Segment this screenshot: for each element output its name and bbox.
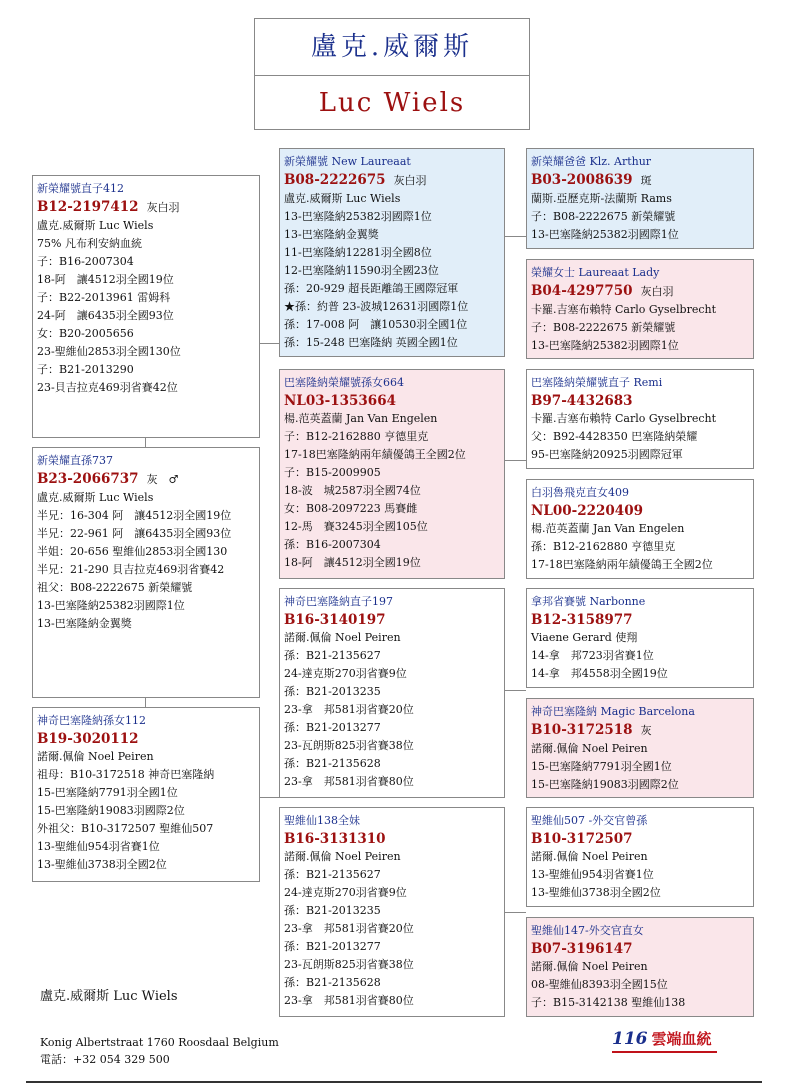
gg-line: 諾爾.佩倫 Noel Peiren [531, 850, 648, 863]
pigeon-box [32, 175, 260, 438]
connector [504, 460, 526, 461]
dam-sire-line: 諾爾.佩倫 Noel Peiren [284, 631, 401, 644]
gg-header: 神奇巴塞隆納 Magic Barcelona [531, 705, 695, 718]
sire-dam-box [279, 369, 505, 579]
gg-line: 15-巴塞隆納7791羽全國1位 [531, 760, 672, 773]
gg-box-7 [526, 807, 754, 907]
dam-left-line: 祖母：B10-3172518 神奇巴塞隆納 [37, 768, 215, 781]
gg-ring: B07-3196147 [531, 941, 633, 957]
sibling-line: 祖父：B08-2222675 新榮耀號 [37, 581, 193, 594]
sire-header: 新榮耀號 New Laureaat [284, 155, 411, 168]
gg-ring: B04-4297750 灰白羽 [531, 283, 674, 299]
sire-ring: B08-2222675 灰白羽 [284, 172, 427, 188]
connector [504, 912, 526, 913]
gg-header: 白羽魯飛克直女409 [531, 486, 629, 499]
pigeon-color: 灰白羽 [146, 201, 180, 214]
gg-box-3 [526, 369, 754, 469]
sibling-color: 灰 ♂ [146, 473, 179, 486]
connector [145, 437, 146, 447]
pigeon-line: 女：B20-2005656 [37, 327, 134, 340]
sire-box [279, 148, 505, 357]
gg-ring: B12-3158977 [531, 612, 633, 628]
dam-left-line: 13-聖維仙954羽省賽1位 [37, 840, 160, 853]
sire-line: 盧克.威爾斯 Luc Wiels [284, 192, 401, 205]
pigeon-line: 子：B21-2013290 [37, 363, 134, 376]
gg-header: 聖維仙147-外交官直女 [531, 924, 644, 937]
dam-left-line: 15-巴塞隆納19083羽國際2位 [37, 804, 185, 817]
dam-left-box [32, 707, 260, 882]
gg-ring: B03-2008639 斑 [531, 172, 652, 188]
gg-line: 卡羅.吉塞布賴特 Carlo Gyselbrecht [531, 303, 717, 316]
gg-line: 子：B15-3142138 聖維仙138 [531, 996, 686, 1009]
dam-dam-line: 23-瓦朗斯825羽省賽38位 [284, 958, 414, 971]
sire-dam-line: 子：B12-2162880 亨德里克 [284, 430, 429, 443]
sire-line: 孫：20-929 超長距離鴿王國際冠軍 [284, 282, 459, 295]
dam-sire-box [279, 588, 505, 798]
sire-dam-line: 孫：B16-2007304 [284, 538, 381, 551]
dam-sire-line: 23-拿 邦581羽省賽20位 [284, 703, 414, 716]
gg-ring: B97-4432683 [531, 393, 633, 409]
sire-dam-line: 12-馬 賽3245羽全國105位 [284, 520, 428, 533]
gg-box-6 [526, 698, 754, 798]
dam-sire-line: 孫：B21-2135627 [284, 649, 381, 662]
gg-line: 14-拿 邦4558羽全國19位 [531, 667, 668, 680]
gg-line: 13-巴塞隆納25382羽國際1位 [531, 339, 679, 352]
sibling-line: 半姐：20-656 聖維仙2853羽全國130 [37, 545, 228, 558]
gg-ring: B10-3172518 灰 [531, 722, 652, 738]
brand-logo[interactable] [612, 1028, 712, 1049]
gg-line: 15-巴塞隆納19083羽國際2位 [531, 778, 679, 791]
sibling-line: 半兄：22-961 阿 讓6435羽全國93位 [37, 527, 232, 540]
dam-dam-line: 23-拿 邦581羽省賽20位 [284, 922, 414, 935]
dam-sire-line: 孫：B21-2013277 [284, 721, 381, 734]
gg-line: Viaene Gerard 使翔 [531, 631, 638, 644]
owner-title-chinese: 盧克.威爾斯 [255, 19, 529, 76]
gg-box-4 [526, 479, 754, 579]
pigeon-header: 新榮耀號直子412 [37, 182, 124, 195]
gg-header: 聖維仙507 -外交官曾孫 [531, 814, 648, 827]
sibling-header: 新榮耀直孫737 [37, 454, 113, 467]
title-box [254, 18, 530, 130]
gg-line: 孫：B12-2162880 亨德里克 [531, 540, 676, 553]
gg-line: 13-巴塞隆納25382羽國際1位 [531, 228, 679, 241]
pigeon-line: 75% 凡布利安納血統 [37, 237, 142, 250]
pigeon-line: 子：B22-2013961 雷姆科 [37, 291, 171, 304]
logo-number: 116 [612, 1029, 648, 1049]
dam-dam-line: 孫：B21-2013235 [284, 904, 381, 917]
gg-line: 諾爾.佩倫 Noel Peiren [531, 742, 648, 755]
dam-dam-line: 諾爾.佩倫 Noel Peiren [284, 850, 401, 863]
dam-sire-line: 23-瓦朗斯825羽省賽38位 [284, 739, 414, 752]
dam-left-line: 15-巴塞隆納7791羽全國1位 [37, 786, 178, 799]
sibling-line: 盧克.威爾斯 Luc Wiels [37, 491, 154, 504]
gg-color: 斑 [640, 174, 652, 187]
gg-line: 蘭斯.亞歷克斯-法蘭斯 Rams [531, 192, 672, 205]
gg-line: 子：B08-2222675 新榮耀號 [531, 321, 676, 334]
gg-line: 13-聖維仙954羽省賽1位 [531, 868, 654, 881]
sire-dam-header: 巴塞隆納榮耀號孫女664 [284, 376, 404, 389]
dam-sire-line: 24-達克斯270羽省賽9位 [284, 667, 407, 680]
bottom-rule [26, 1081, 762, 1083]
gg-ring: NL00-2220409 [531, 503, 643, 519]
sire-dam-ring: NL03-1353664 [284, 393, 396, 409]
pigeon-line: 子：B16-2007304 [37, 255, 134, 268]
dam-sire-line: 孫：B21-2013235 [284, 685, 381, 698]
gg-header: 榮耀女士 Laureaat Lady [531, 266, 660, 279]
gg-header: 拿邦省賽號 Narbonne [531, 595, 646, 608]
dam-dam-line: 孫：B21-2135627 [284, 868, 381, 881]
sire-line: 13-巴塞隆納金翼獎 [284, 228, 379, 241]
gg-line: 諾爾.佩倫 Noel Peiren [531, 960, 648, 973]
sire-dam-line: 女：B08-2097223 馬賽雌 [284, 502, 418, 515]
gg-line: 卡羅.吉塞布賴特 Carlo Gyselbrecht [531, 412, 717, 425]
gg-line: 95-巴塞隆納20925羽國際冠軍 [531, 448, 683, 461]
connector [504, 236, 526, 237]
sire-line: 12-巴塞隆納11590羽全國23位 [284, 264, 439, 277]
sibling-ring: B23-2066737 灰 ♂ [37, 471, 179, 487]
gg-ring: B10-3172507 [531, 831, 633, 847]
logo-text: 雲端血統 [651, 1030, 712, 1048]
sibling-line: 半兄：16-304 阿 讓4512羽全國19位 [37, 509, 232, 522]
sire-dam-line: 17-18巴塞隆納兩年績優鴿王全國2位 [284, 448, 466, 461]
sibling-line: 半兄：21-290 貝吉拉克469羽省賽42 [37, 563, 225, 576]
pigeon-line: 24-阿 讓6435羽全國93位 [37, 309, 174, 322]
dam-left-line: 諾爾.佩倫 Noel Peiren [37, 750, 154, 763]
gg-box-5 [526, 588, 754, 688]
sibling-line: 13-巴塞隆納25382羽國際1位 [37, 599, 185, 612]
dam-dam-header: 聖維仙138全妹 [284, 814, 360, 827]
connector [259, 797, 280, 798]
pigeon-line: 23-聖維仙2853羽全國130位 [37, 345, 181, 358]
sire-dam-line: 子：B15-2009905 [284, 466, 381, 479]
dam-sire-header: 神奇巴塞隆納直子197 [284, 595, 393, 608]
sibling-line: 13-巴塞隆納金翼獎 [37, 617, 132, 630]
gg-color: 灰白羽 [640, 285, 674, 298]
pigeon-line: 盧克.威爾斯 Luc Wiels [37, 219, 154, 232]
phone: 電話：+32 054 329 500 [40, 1053, 170, 1066]
gg-box-1 [526, 148, 754, 249]
dam-sire-line: 孫：B21-2135628 [284, 757, 381, 770]
sire-line: 孫：17-008 阿 讓10530羽全國1位 [284, 318, 468, 331]
connector [259, 343, 280, 344]
gg-line: 楊.范英蓋蘭 Jan Van Engelen [531, 522, 685, 535]
pigeon-line: 18-阿 讓4512羽全國19位 [37, 273, 174, 286]
gg-line: 父：B92-4428350 巴塞隆納榮耀 [531, 430, 698, 443]
pigeon-ring: B12-2197412 灰白羽 [37, 199, 180, 215]
gg-line: 17-18巴塞隆納兩年績優鴿王全國2位 [531, 558, 713, 571]
contact-info [40, 1034, 279, 1068]
dam-dam-line: 23-拿 邦581羽省賽80位 [284, 994, 414, 1007]
dam-dam-line: 孫：B21-2135628 [284, 976, 381, 989]
dam-left-line: 13-聖維仙3738羽全國2位 [37, 858, 167, 871]
dam-dam-box [279, 807, 505, 1017]
dam-left-header: 神奇巴塞隆納孫女112 [37, 714, 146, 727]
sire-line: ★孫：約普 23-波城12631羽國際1位 [284, 300, 469, 313]
sire-dam-line: 18-波 城2587羽全國74位 [284, 484, 421, 497]
logo-underline [612, 1051, 717, 1053]
dam-dam-ring: B16-3131310 [284, 831, 386, 847]
owner-name: 盧克.威爾斯 Luc Wiels [40, 989, 178, 1004]
dam-sire-line: 23-拿 邦581羽省賽80位 [284, 775, 414, 788]
connector [504, 690, 526, 691]
sire-line: 13-巴塞隆納25382羽國際1位 [284, 210, 432, 223]
owner-title-english: Luc Wiels [318, 88, 466, 118]
sibling-box [32, 447, 260, 698]
connector [145, 697, 146, 707]
sire-line: 11-巴塞隆納12281羽全國8位 [284, 246, 432, 259]
gg-line: 13-聖維仙3738羽全國2位 [531, 886, 661, 899]
gg-box-2 [526, 259, 754, 359]
dam-dam-line: 24-達克斯270羽省賽9位 [284, 886, 407, 899]
gg-line: 08-聖維仙8393羽全國15位 [531, 978, 668, 991]
sire-color: 灰白羽 [393, 174, 427, 187]
pigeon-line: 23-貝吉拉克469羽省賽42位 [37, 381, 178, 394]
sire-dam-line: 楊.范英蓋蘭 Jan Van Engelen [284, 412, 438, 425]
gg-box-8 [526, 917, 754, 1017]
dam-sire-ring: B16-3140197 [284, 612, 386, 628]
gg-header: 新榮耀爸爸 Klz. Arthur [531, 155, 652, 168]
gg-line: 14-拿 邦723羽省賽1位 [531, 649, 654, 662]
gg-color: 灰 [640, 724, 652, 737]
address: Konig Albertstraat 1760 Roosdaal Belgium [40, 1036, 279, 1049]
gg-header: 巴塞隆納榮耀號直子 Remi [531, 376, 663, 389]
sire-line: 孫：15-248 巴塞隆納 英國全國1位 [284, 336, 458, 349]
sire-dam-line: 18-阿 讓4512羽全國19位 [284, 556, 421, 569]
dam-left-ring: B19-3020112 [37, 731, 139, 747]
gg-line: 子：B08-2222675 新榮耀號 [531, 210, 676, 223]
dam-left-line: 外祖父：B10-3172507 聖維仙507 [37, 822, 214, 835]
dam-dam-line: 孫：B21-2013277 [284, 940, 381, 953]
